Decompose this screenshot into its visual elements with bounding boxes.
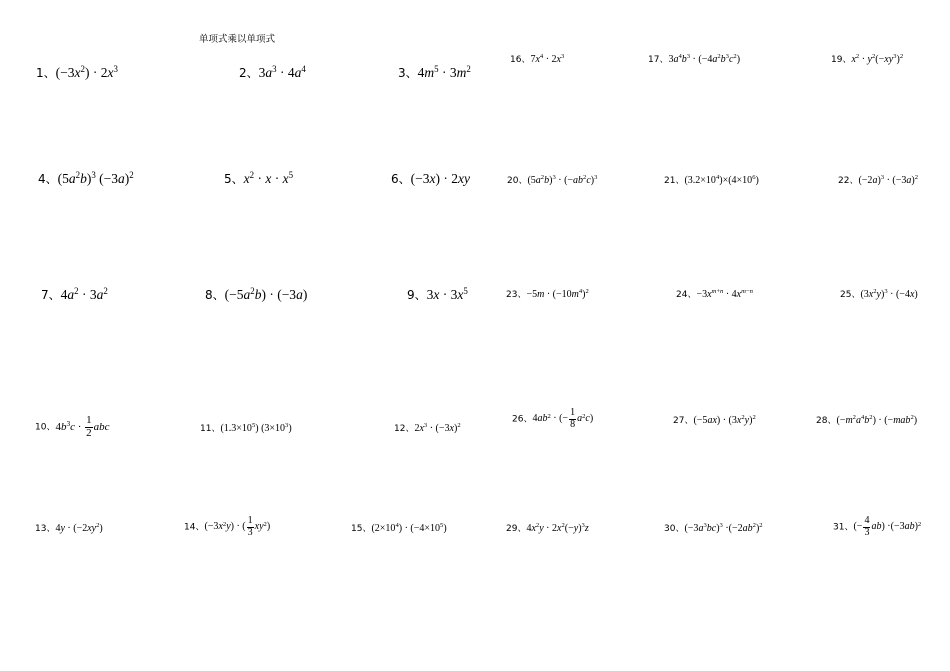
problem-expression: $(-5ax) \cdot (3x^2y)^2$ [693,414,756,426]
problem-expression: $x^2 \cdot x \cdot x^5$ [243,170,294,186]
problem-26 [512,408,593,430]
problem-5 [224,172,293,186]
problem-15 [351,524,447,534]
problem-number: 30、 [664,524,685,534]
problem-23 [506,290,589,300]
problem-number: 6、 [391,172,411,186]
problem-number: 28、 [816,416,837,426]
problem-number: 21、 [664,176,685,186]
problem-number: 10、 [35,422,56,433]
worksheet-title: 单项式乘以单项式 [199,34,276,45]
problem-number: 23、 [506,290,527,300]
problem-expression: $4ab^2$ · (− $\frac{1}{8}$ $a^2c$) [532,407,594,430]
problem-expression: $(1.3\times 10^5)$ $(3\times 10^3)$ [220,422,292,434]
problem-number: 15、 [351,524,372,534]
problem-expression: $2x^3 \cdot (-3x)^2$ [414,422,461,434]
problem-expression: $-3x^{m+n} \cdot 4x^{m-n}$ [696,288,753,300]
problem-11 [200,424,292,434]
problem-number: 2、 [239,66,259,80]
problem-number: 19、 [831,55,852,65]
problem-expression: (− $\frac{4}{3}$ $ab) \cdot(-3ab)^2$ [853,515,922,538]
problem-4 [38,172,134,186]
problem-expression: $(-3x^2) \cdot 2x^3$ [55,64,118,80]
problem-expression: $4a^2 \cdot 3a^2$ [60,286,108,302]
problem-expression: $3a^3 \cdot 4a^4$ [258,64,306,80]
problem-expression: $(-5a^2b) \cdot (-3a)$ [224,286,308,302]
problem-expression: $4x^2y \cdot 2x^2(-y)^3z$ [526,522,589,534]
problem-3 [398,66,471,80]
problem-expression: $(3x^2y)^3 \cdot (-4x)$ [860,288,918,300]
problem-12 [394,424,461,434]
problem-number: 3、 [398,66,418,80]
problem-number: 22、 [838,176,859,186]
problem-10 [35,415,110,439]
problem-24 [676,290,753,300]
problem-7 [41,288,108,302]
problem-6 [391,172,470,186]
problem-17 [648,55,740,65]
problem-19 [831,55,903,65]
fraction: $\frac{4}{3}$ [864,515,870,538]
problem-25 [840,290,918,300]
problem-expression: $7x^4 \cdot 2x^3$ [530,53,565,65]
problem-20 [507,176,597,186]
problem-14 [184,516,270,538]
problem-1 [36,66,118,80]
problem-28 [816,416,917,426]
problem-27 [673,416,756,426]
problem-number: 9、 [407,288,427,302]
problem-expression: $(3.2\times 10^4)\times(4\times 10^6)$ [684,174,759,186]
problem-number: 7、 [41,288,61,302]
problem-expression: $3a^4b^3 \cdot (-4a^2b^3c^2)$ [668,53,741,65]
problem-number: 5、 [224,172,244,186]
problem-number: 8、 [205,288,225,302]
problem-8 [205,288,307,302]
problem-number: 24、 [676,290,697,300]
problem-16 [510,55,564,65]
problem-number: 14、 [184,522,205,533]
problem-expression: $4m^5 \cdot 3m^2$ [417,64,471,80]
problem-number: 25、 [840,290,861,300]
problem-number: 31、 [833,522,854,533]
problem-number: 4、 [38,172,58,186]
problem-number: 20、 [507,176,528,186]
fraction: $\frac{1}{3}$ [247,515,253,538]
problem-22 [838,176,918,186]
problem-expression: $(-m^2a^4b^2) \cdot (-mab^2)$ [836,414,918,426]
problem-number: 13、 [35,524,56,534]
problem-expression: (−3x) · 2xy [410,171,470,186]
problem-number: 1、 [36,66,56,80]
problem-13 [35,524,103,534]
problem-expression: $(5a^2b)^3$ $(-3a)^2$ [57,170,134,186]
problem-21 [664,176,759,186]
problem-expression: $(-3x^2y)$ · ( $\frac{1}{3}$ $xy^2$) [204,515,271,538]
problem-expression: $x^2 \cdot y^2(-xy^3)^2$ [851,53,904,65]
problem-expression: $-5m \cdot (-10m^4)^2$ [526,288,589,300]
problem-29 [506,524,589,534]
problem-expression: $4y \cdot (-2xy^2)$ [55,522,103,534]
problem-expression: $4b^3c$ · $\frac{1}{2}$ abc [55,414,110,439]
problem-30 [664,524,763,534]
fraction: $\frac{1}{8}$ [570,407,576,430]
problem-expression: $(-3a^3bc)^3 \cdot(-2ab^2)^2$ [684,522,763,534]
problem-number: 17、 [648,55,669,65]
problem-number: 12、 [394,424,415,434]
problem-expression: $(5a^2b)^3 \cdot (-ab^2c)^3$ [527,174,598,186]
problem-2 [239,66,306,80]
problem-number: 26、 [512,414,533,425]
problem-9 [407,288,468,302]
problem-number: 11、 [200,424,221,434]
fraction: $\frac{1}{2}$ [86,414,92,439]
problem-number: 29、 [506,524,527,534]
problem-expression: $3x \cdot 3x^5$ [426,286,468,302]
problem-number: 16、 [510,55,531,65]
problem-expression: $(-2a)^3 \cdot (-3a)^2$ [858,174,919,186]
problem-31 [833,516,921,538]
problem-number: 27、 [673,416,694,426]
problem-expression: $(2\times 10^4) \cdot (-4\times 10^5)$ [371,522,447,534]
